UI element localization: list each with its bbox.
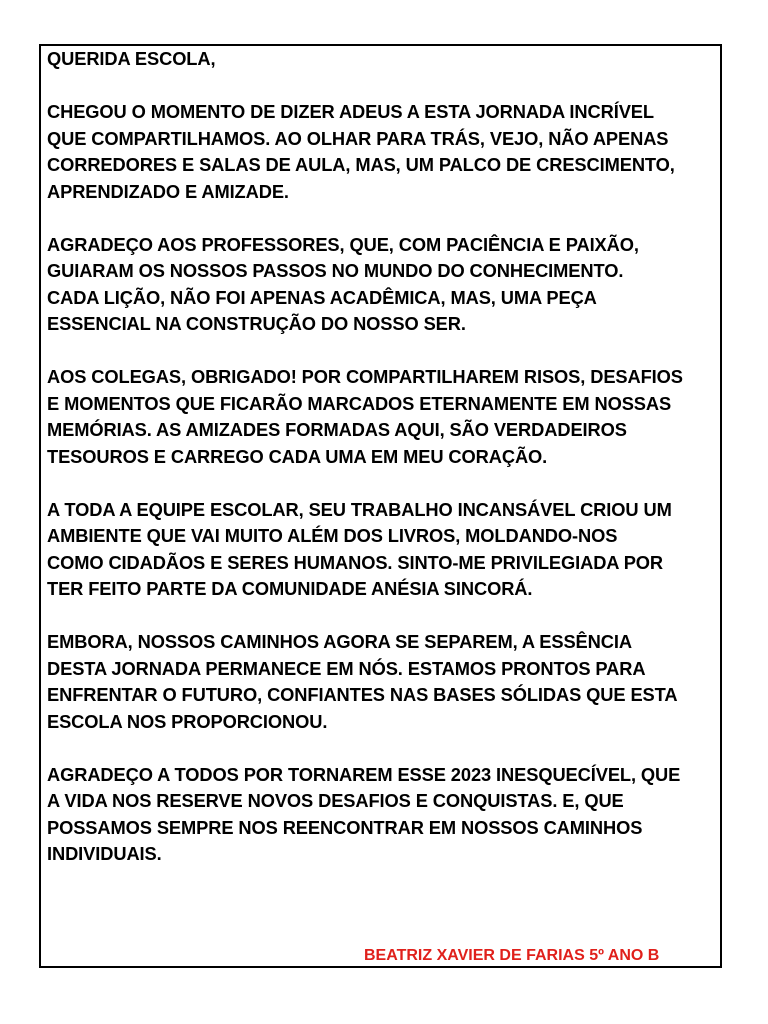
paragraph-4 bbox=[47, 497, 719, 603]
paragraph-line: QUE COMPARTILHAMOS. AO OLHAR PARA TRÁS, VEJO, NÃO APENAS bbox=[47, 127, 669, 149]
paragraph-line: MEMÓRIAS. AS AMIZADES FORMADAS AQUI, SÃO VERDADEIROS bbox=[47, 419, 627, 440]
paragraph-line: EMBORA, NOSSOS CAMINHOS AGORA SE SEPAREM, A ESSÊNCIA bbox=[47, 631, 632, 652]
paragraph-line: AGRADEÇO A TODOS POR TORNAREM ESSE 2023 INESQUECÍVEL, QUE bbox=[47, 763, 681, 785]
paragraph-line: INDIVIDUAIS. bbox=[47, 843, 162, 864]
paragraph-1 bbox=[47, 99, 719, 205]
paragraph-line: POSSAMOS SEMPRE NOS REENCONTRAR EM NOSSOS CAMINHOS bbox=[47, 816, 643, 838]
paragraph-line: DESTA JORNADA PERMANECE EM NÓS. ESTAMOS PRONTOS PARA bbox=[47, 657, 646, 679]
signature: BEATRIZ XAVIER DE FARIAS 5º ANO B bbox=[364, 947, 660, 964]
paragraph-line: COMO CIDADÃOS E SERES HUMANOS. SINTO-ME PRIVILEGIADA POR bbox=[47, 551, 664, 573]
paragraph-line: E MOMENTOS QUE FICARÃO MARCADOS ETERNAMENTE EM NOSSAS bbox=[47, 392, 672, 414]
paragraph-line: TESOUROS E CARREGO CADA UMA EM MEU CORAÇÃO. bbox=[47, 445, 548, 467]
paragraph-line: A VIDA NOS RESERVE NOVOS DESAFIOS E CONQUISTAS. E, QUE bbox=[47, 790, 624, 811]
paragraph-line: AGRADEÇO AOS PROFESSORES, QUE, COM PACIÊNCIA E PAIXÃO, bbox=[47, 233, 639, 255]
paragraph-line: ESCOLA NOS PROPORCIONOU. bbox=[47, 710, 328, 732]
paragraph-line: A TODA A EQUIPE ESCOLAR, SEU TRABALHO INCANSÁVEL CRIOU UM bbox=[47, 498, 672, 520]
paragraph-5 bbox=[47, 629, 719, 735]
paragraph-line: APRENDIZADO E AMIZADE. bbox=[47, 180, 289, 202]
paragraph-3 bbox=[47, 364, 719, 470]
paragraph-6 bbox=[47, 762, 719, 868]
paragraph-line: ESSENCIAL NA CONSTRUÇÃO DO NOSSO SER. bbox=[47, 313, 466, 334]
paragraph-line: AOS COLEGAS, OBRIGADO! POR COMPARTILHAREM RISOS, DESAFIOS bbox=[47, 366, 683, 387]
paragraph-line: GUIARAM OS NOSSOS PASSOS NO MUNDO DO CONHECIMENTO. bbox=[47, 260, 624, 281]
paragraph-2 bbox=[47, 232, 719, 338]
paragraph-line: TER FEITO PARTE DA COMUNIDADE ANÉSIA SINCORÁ. bbox=[47, 578, 533, 599]
greeting bbox=[47, 46, 719, 73]
paragraph-line: CHEGOU O MOMENTO DE DIZER ADEUS A ESTA JORNADA INCRÍVEL bbox=[47, 101, 654, 122]
greeting-line: QUERIDA ESCOLA, bbox=[47, 48, 216, 69]
paragraph-line: CADA LIÇÃO, NÃO FOI APENAS ACADÊMICA, MAS, UMA PEÇA bbox=[47, 286, 597, 308]
letter-body bbox=[47, 46, 719, 894]
paragraph-line: AMBIENTE QUE VAI MUITO ALÉM DOS LIVROS, MOLDANDO-NOS bbox=[47, 525, 618, 546]
paragraph-line: ENFRENTAR O FUTURO, CONFIANTES NAS BASES SÓLIDAS QUE ESTA bbox=[47, 684, 678, 705]
paragraph-line: CORREDORES E SALAS DE AULA, MAS, UM PALCO DE CRESCIMENTO, bbox=[47, 154, 675, 175]
